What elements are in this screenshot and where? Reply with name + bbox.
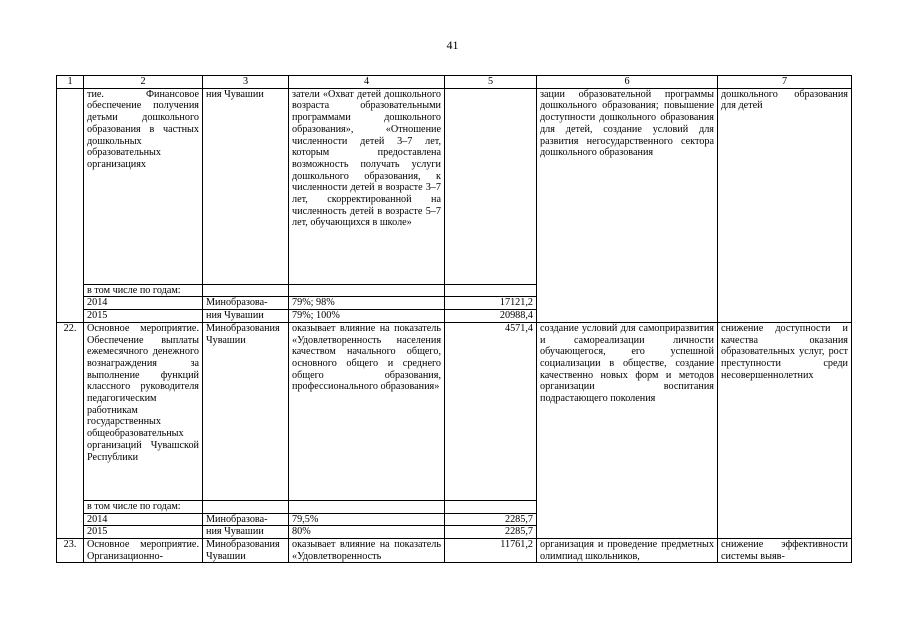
year-cell: 2015 [84,526,203,539]
executor-cell: Минобразова- [203,297,289,310]
amount-cell: 20988,4 [445,310,537,323]
amount-cell: 17121,2 [445,297,537,310]
by-years-label: в том числе по годам: [84,284,203,297]
amount-cell [445,88,537,284]
header-cell: 3 [203,76,289,89]
header-cell: 6 [537,76,718,89]
amount-cell: 2285,7 [445,526,537,539]
year-cell: 2014 [84,297,203,310]
indicator-cell: оказывает влияние на показатель «Удовлетворенность населения качеством начального общего, основного общего и среднего общего образования, профессионального образования» [289,322,445,500]
row-number-cell: 22. [57,322,84,538]
executor-cell: Минобразова- [203,513,289,526]
indicator-cell: 79,5% [289,513,445,526]
table-row [57,538,852,562]
consequence-cell: снижение доступности и качества оказания образовательных услуг, рост преступности среди несовершеннолетних [718,322,852,538]
result-cell: зации образовательной программы дошкольного образования; повышение доступности дошкольного образования для детей, создание условий для развития негосударственного сектора дошкольного образования [537,88,718,322]
amount-cell: 4571,4 [445,322,537,500]
executor-cell: Минобразования Чувашии [203,538,289,562]
indicator-cell: 80% [289,526,445,539]
executor-cell: ния Чувашии [203,310,289,323]
by-years-label: в том числе по годам: [84,500,203,513]
indicator-cell: 79%; 100% [289,310,445,323]
measure-cell: Основное мероприятие. Обеспечение выплаты ежемесячного денежного вознаграждения за выполнение функций классного руководителя педагогическим работникам государственных общеобразовательных организаций Чувашской Республики [84,322,203,500]
executor-cell: ния Чувашии [203,88,289,284]
consequence-cell: дошкольного образования для детей [718,88,852,322]
header-cell: 2 [84,76,203,89]
year-cell: 2015 [84,310,203,323]
row-number-cell [57,88,84,322]
row-number-cell: 23. [57,538,84,562]
header-cell: 1 [57,76,84,89]
measure-cell: тие. Финансовое обеспечение получения детьми дошкольного образования в частных дошкольных образовательных организациях [84,88,203,284]
year-cell: 2014 [84,513,203,526]
header-cell: 4 [289,76,445,89]
table-row [57,322,852,500]
page-number: 41 [446,38,459,52]
amount-cell: 11761,2 [445,538,537,562]
result-cell: создание условий для самоприразвития и самореализации личности обучающегося, его успешной социализации в обществе, создание качественно новых форм и методов организации воспитания подрастающего поколения [537,322,718,538]
consequence-cell: снижение эффективности системы выяв- [718,538,852,562]
header-cell: 5 [445,76,537,89]
table-row [57,88,852,284]
measure-cell: Основное мероприятие. Организационно- [84,538,203,562]
executor-cell: ния Чувашии [203,526,289,539]
table-header-row [57,76,852,89]
indicator-cell: оказывает влияние на показатель «Удовлетворенность [289,538,445,562]
result-cell: организация и проведение предметных олимпиад школьников, [537,538,718,562]
header-cell: 7 [718,76,852,89]
executor-cell: Минобразования Чувашии [203,322,289,500]
amount-cell: 2285,7 [445,513,537,526]
indicator-cell: затели «Охват детей дошкольного возраста образовательными программами дошкольного образования», «Отношение численности детей 3–7 лет, которым предоставлена возможность получать услуги дошкольного образования, к численности детей в возрасте 3–7 лет, скорректированной на численность детей в возрасте 5–7 лет, обучающихся в школе» [289,88,445,284]
indicator-cell: 79%; 98% [289,297,445,310]
program-table [56,75,852,563]
